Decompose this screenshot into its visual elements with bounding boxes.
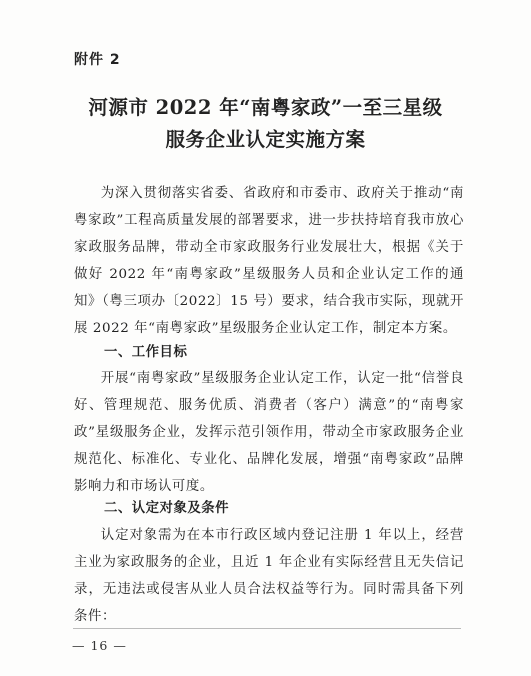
section-1-heading: 一、工作目标 <box>104 345 188 360</box>
page-number: — 16 — <box>72 638 127 653</box>
section-1-block <box>74 365 464 500</box>
intro-paragraph-block <box>74 180 464 342</box>
section-2-paragraph: 认定对象需为在本市行政区域内登记注册 1 年以上，经营主业为家政服务的企业，且近 1 年企业有实际经营且无失信记录，无违法或侵害从业人员合法权益等行为。同时需具备下列条件： <box>74 528 464 624</box>
document-title-line-2: 服务企业认定实施方案 <box>165 128 366 151</box>
section-2-block <box>74 522 464 630</box>
document-title-line-1: 河源市 2022 年“南粤家政”一至三星级 <box>88 96 443 119</box>
footer-divider <box>73 628 461 629</box>
attachment-label: 附件 2 <box>74 52 121 68</box>
intro-paragraph: 为深入贯彻落实省委、省政府和市委市、政府关于推动“南粤家政”工程高质量发展的部署要求，进一步扶持培育我市放心家政服务品牌，带动全市家政服务行业发展壮大，根据《关于做好 2022 年“南粤家政”星级服务人员和企业认定工作的通知》（粤三项办〔2022〕15 号）要求，结合我市实际，现就开展 2022 年“南粤家政”星级服务企业认定工作，制定本方案。 <box>74 186 464 336</box>
section-2-heading: 二、认定对象及条件 <box>104 501 230 516</box>
section-1-paragraph: 开展“南粤家政”星级服务企业认定工作，认定一批“信誉良好、管理规范、服务优质、消费者（客户）满意”的“南粤家政”星级服务企业，发挥示范引领作用，带动全市家政服务企业规范化、标准化、专业化、品牌化发展，增强“南粤家政”品牌影响力和市场认可度。 <box>74 371 464 494</box>
